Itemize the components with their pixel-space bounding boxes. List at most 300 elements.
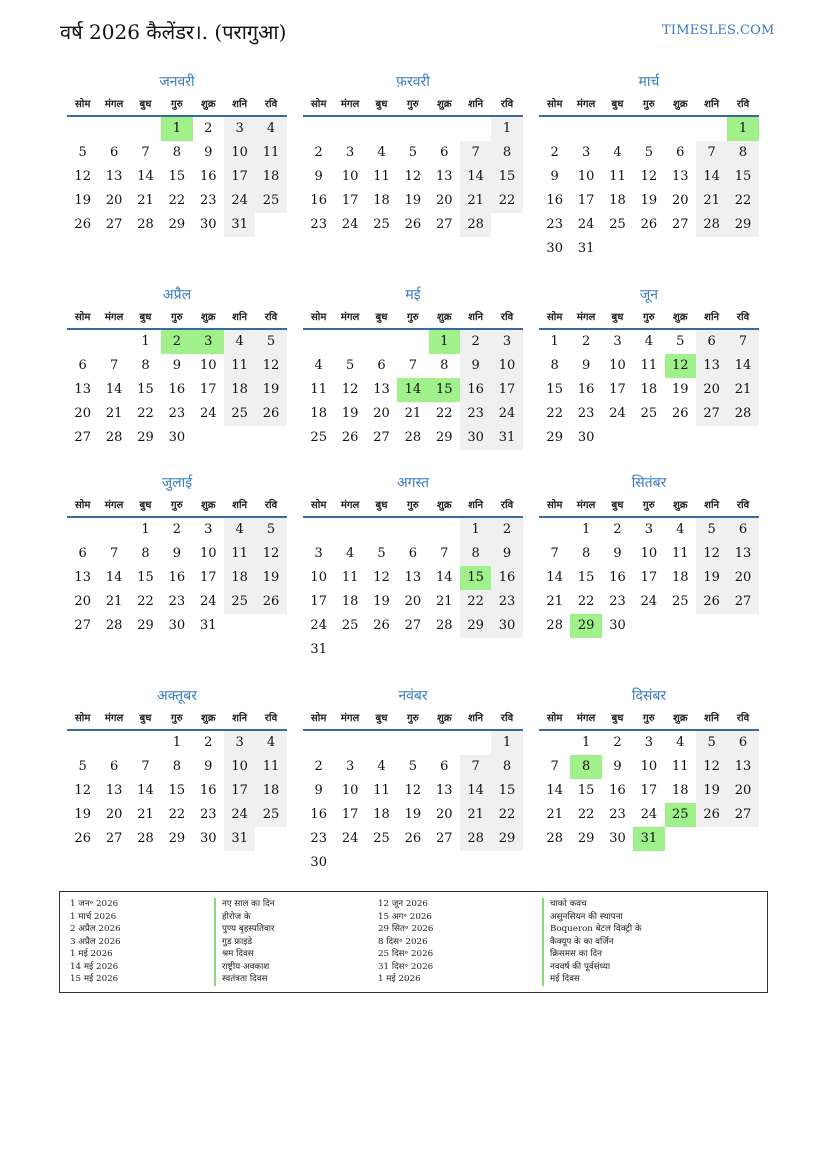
weekday-label: शुक्र <box>437 99 452 110</box>
day-cell: 16 <box>199 783 217 798</box>
day-cell: 26 <box>74 217 91 232</box>
day-cell: 16 <box>310 807 327 822</box>
empty-day <box>334 330 365 354</box>
day-cell: 12 <box>255 542 286 566</box>
day-cell: 20 <box>435 807 453 822</box>
day-cell: 18 <box>373 193 390 208</box>
day-cell: 28 <box>546 618 563 633</box>
day-cell: 22 <box>577 594 595 609</box>
weekday-label: शुक्र <box>201 312 216 323</box>
weekday-label: गुरु <box>171 312 183 323</box>
weekday-label: बुध <box>139 99 152 110</box>
day-cell: 20 <box>105 193 123 208</box>
weekday-label: सोम <box>311 713 327 724</box>
day-cell: 8 <box>460 542 491 566</box>
empty-day <box>130 117 161 141</box>
holiday-date: 31 दिस॰ 2026 <box>378 961 434 972</box>
day-cell: 23 <box>168 594 186 609</box>
brand-link[interactable]: TIMESLES.COM <box>662 23 775 38</box>
day-cell: 24 <box>491 402 522 426</box>
holiday-day: 1 <box>161 117 192 141</box>
day-cell: 26 <box>255 590 286 614</box>
day-cell: 12 <box>640 169 658 184</box>
day-cell: 16 <box>168 382 186 397</box>
weekday-label: गुरु <box>643 713 655 724</box>
day-cell: 20 <box>373 406 390 421</box>
weekday-label: रवि <box>264 500 278 511</box>
holiday-date: 29 सित॰ 2026 <box>378 924 434 934</box>
day-cell: 27 <box>727 803 758 827</box>
day-cell: 23 <box>199 193 217 208</box>
day-cell: 12 <box>404 169 422 184</box>
weekday-label: रवि <box>736 713 750 724</box>
weekday-label: मंगल <box>576 500 596 511</box>
day-cell: 29 <box>168 831 186 846</box>
day-cell: 2 <box>613 735 622 750</box>
day-cell: 16 <box>310 193 327 208</box>
holiday-day: 14 <box>397 378 428 402</box>
day-cell: 17 <box>224 779 255 803</box>
day-cell: 17 <box>577 193 595 208</box>
day-cell: 6 <box>109 759 119 774</box>
weekday-header <box>67 708 287 731</box>
day-cell: 6 <box>696 330 727 354</box>
weekday-label: गुरु <box>643 312 655 323</box>
weekday-label: सोम <box>75 99 91 110</box>
holiday-day: 15 <box>460 566 491 590</box>
weekday-label: शनि <box>704 500 720 511</box>
day-cell: 13 <box>105 169 123 184</box>
day-cell: 10 <box>491 354 522 378</box>
day-cell: 7 <box>460 755 491 779</box>
day-cell: 19 <box>74 807 91 822</box>
day-cell: 12 <box>341 382 359 397</box>
day-cell: 28 <box>460 213 491 237</box>
day-cell: 11 <box>255 755 286 779</box>
day-cell: 7 <box>550 546 559 561</box>
day-cell: 13 <box>671 169 689 184</box>
holiday-date: 8 दिस॰ 2026 <box>378 936 428 947</box>
day-cell: 17 <box>491 378 522 402</box>
weekday-label: बुध <box>375 99 388 110</box>
month-name: जून <box>639 287 659 303</box>
day-cell: 4 <box>224 518 255 542</box>
day-cell: 7 <box>141 759 150 774</box>
empty-day <box>397 330 428 354</box>
day-cell: 6 <box>78 358 87 373</box>
month-name: अप्रैल <box>162 287 192 303</box>
day-cell: 16 <box>577 382 595 397</box>
day-cell: 11 <box>671 546 689 561</box>
day-cell: 8 <box>440 358 449 373</box>
weekday-label: मंगल <box>340 312 360 323</box>
month-block <box>303 684 523 875</box>
day-cell: 24 <box>640 807 658 822</box>
day-cell: 11 <box>224 542 255 566</box>
day-cell: 26 <box>373 618 390 633</box>
day-cell: 2 <box>491 518 522 542</box>
day-cell: 23 <box>310 831 327 846</box>
weekday-label: शनि <box>468 99 484 110</box>
empty-day <box>397 731 428 755</box>
day-cell: 30 <box>168 430 186 445</box>
day-cell: 18 <box>609 193 626 208</box>
day-cell: 3 <box>204 522 213 537</box>
weekday-label: मंगल <box>104 500 124 511</box>
day-cell: 10 <box>341 169 359 184</box>
holiday-name: कैक्यूप के का वर्जिन <box>550 936 614 947</box>
day-cell: 14 <box>137 783 154 798</box>
holiday-name: Boqueron बेटल विक्ट्री के <box>550 924 642 934</box>
month-block <box>539 70 759 261</box>
day-cell: 17 <box>199 382 217 397</box>
day-cell: 28 <box>546 831 563 846</box>
day-cell: 29 <box>137 618 154 633</box>
day-cell: 17 <box>224 165 255 189</box>
day-cell: 10 <box>199 358 217 373</box>
day-cell: 11 <box>224 354 255 378</box>
day-cell: 22 <box>435 406 453 421</box>
day-cell: 21 <box>546 594 563 609</box>
day-cell: 9 <box>491 542 522 566</box>
day-cell: 2 <box>204 735 213 750</box>
day-cell: 27 <box>74 430 91 445</box>
day-cell: 13 <box>105 783 123 798</box>
day-cell: 22 <box>546 406 563 421</box>
day-cell: 8 <box>172 145 181 160</box>
day-cell: 26 <box>255 402 286 426</box>
weekday-label: रवि <box>264 99 278 110</box>
weekday-label: मंगल <box>104 713 124 724</box>
day-cell: 28 <box>105 430 123 445</box>
weekday-label: शुक्र <box>673 312 688 323</box>
empty-day <box>570 117 601 141</box>
month-name: फ़रवरी <box>396 74 430 90</box>
day-cell: 25 <box>640 406 658 421</box>
day-cell: 6 <box>377 358 386 373</box>
day-cell: 10 <box>224 755 255 779</box>
day-cell: 25 <box>671 594 689 609</box>
day-cell: 15 <box>491 165 522 189</box>
day-cell: 14 <box>105 570 123 585</box>
day-cell: 1 <box>491 731 522 755</box>
day-cell: 30 <box>199 217 217 232</box>
day-cell: 16 <box>546 193 563 208</box>
day-cell: 18 <box>373 807 390 822</box>
day-cell: 26 <box>696 803 727 827</box>
day-cell: 7 <box>440 546 449 561</box>
holiday-day: 1 <box>727 117 758 141</box>
empty-day <box>429 731 460 755</box>
empty-day <box>429 518 460 542</box>
weekday-label: गुरु <box>407 99 419 110</box>
day-cell: 15 <box>137 570 154 585</box>
weekday-label: सोम <box>75 500 91 511</box>
weekday-label: मंगल <box>576 99 596 110</box>
day-cell: 29 <box>435 430 453 445</box>
empty-day <box>539 731 570 755</box>
weekday-label: गुरु <box>643 500 655 511</box>
day-cell: 29 <box>460 614 491 638</box>
holiday-date: 3 अप्रैल 2026 <box>70 936 121 947</box>
day-cell: 14 <box>435 570 453 585</box>
day-cell: 28 <box>435 618 453 633</box>
weekday-label: शुक्र <box>673 713 688 724</box>
weekday-header <box>67 307 287 330</box>
day-cell: 27 <box>671 217 689 232</box>
weekday-label: शुक्र <box>201 713 216 724</box>
day-cell: 17 <box>640 783 658 798</box>
day-cell: 28 <box>137 217 154 232</box>
day-cell: 4 <box>377 759 386 774</box>
day-cell: 23 <box>460 402 491 426</box>
day-cell: 20 <box>404 594 422 609</box>
day-cell: 14 <box>105 382 123 397</box>
day-cell: 4 <box>644 334 653 349</box>
weekday-label: बुध <box>611 713 624 724</box>
day-grid <box>67 518 287 638</box>
day-cell: 28 <box>696 213 727 237</box>
day-cell: 7 <box>727 330 758 354</box>
day-cell: 26 <box>671 406 689 421</box>
day-cell: 6 <box>727 731 758 755</box>
day-cell: 10 <box>224 141 255 165</box>
day-cell: 11 <box>640 358 658 373</box>
day-cell: 23 <box>199 807 217 822</box>
holiday-name: नए साल का दिन <box>222 899 275 909</box>
weekday-label: सोम <box>547 99 563 110</box>
weekday-header <box>303 495 523 518</box>
empty-day <box>303 731 334 755</box>
weekday-label: सोम <box>311 500 327 511</box>
weekday-label: रवि <box>736 99 750 110</box>
holiday-date: 2 अप्रैल 2026 <box>70 924 121 934</box>
day-cell: 23 <box>609 594 626 609</box>
day-cell: 25 <box>310 430 327 445</box>
day-grid <box>67 117 287 237</box>
day-cell: 22 <box>577 807 595 822</box>
day-cell: 19 <box>341 406 359 421</box>
day-cell: 30 <box>546 241 563 256</box>
day-cell: 21 <box>137 193 154 208</box>
holiday-day: 15 <box>429 378 460 402</box>
day-cell: 4 <box>255 731 286 755</box>
day-grid <box>539 731 759 851</box>
empty-day <box>460 117 491 141</box>
day-cell: 15 <box>168 783 186 798</box>
day-cell: 24 <box>341 831 359 846</box>
holiday-date: 12 जून 2026 <box>378 899 428 909</box>
day-cell: 30 <box>491 614 522 638</box>
day-cell: 27 <box>435 217 453 232</box>
day-cell: 15 <box>577 570 595 585</box>
day-cell: 12 <box>696 755 727 779</box>
day-cell: 5 <box>78 145 87 160</box>
weekday-label: शुक्र <box>437 500 452 511</box>
month-block <box>539 283 759 450</box>
empty-day <box>397 518 428 542</box>
holiday-day: 25 <box>665 803 696 827</box>
day-cell: 2 <box>613 522 622 537</box>
day-cell: 24 <box>199 594 217 609</box>
day-cell: 20 <box>671 193 689 208</box>
weekday-label: सोम <box>311 99 327 110</box>
weekday-label: शनि <box>468 713 484 724</box>
day-cell: 25 <box>373 831 390 846</box>
empty-day <box>67 731 98 755</box>
day-cell: 16 <box>609 570 626 585</box>
month-name: जनवरी <box>159 74 195 90</box>
day-cell: 24 <box>640 594 658 609</box>
holiday-name: चाको कवच <box>550 899 587 909</box>
day-cell: 28 <box>105 618 123 633</box>
day-cell: 18 <box>671 570 689 585</box>
day-cell: 20 <box>727 779 758 803</box>
day-cell: 5 <box>696 731 727 755</box>
day-cell: 27 <box>105 831 123 846</box>
day-cell: 30 <box>609 618 626 633</box>
day-grid <box>67 731 287 851</box>
empty-day <box>429 117 460 141</box>
day-cell: 26 <box>696 590 727 614</box>
day-cell: 3 <box>314 546 323 561</box>
day-cell: 10 <box>640 759 658 774</box>
holiday-day: 12 <box>665 354 696 378</box>
day-cell: 7 <box>696 141 727 165</box>
day-cell: 9 <box>204 145 213 160</box>
day-cell: 21 <box>105 594 123 609</box>
day-cell: 25 <box>224 402 255 426</box>
day-cell: 10 <box>310 570 327 585</box>
day-cell: 9 <box>314 783 323 798</box>
day-cell: 15 <box>727 165 758 189</box>
empty-day <box>67 330 98 354</box>
day-cell: 1 <box>581 735 591 750</box>
month-name: जुलाई <box>161 475 193 491</box>
day-cell: 13 <box>435 169 453 184</box>
day-cell: 6 <box>440 759 449 774</box>
day-cell: 3 <box>644 735 653 750</box>
day-cell: 7 <box>109 546 119 561</box>
day-cell: 31 <box>577 241 595 256</box>
day-cell: 31 <box>224 827 255 851</box>
weekday-label: रवि <box>736 312 750 323</box>
day-cell: 16 <box>609 783 626 798</box>
day-cell: 1 <box>581 522 591 537</box>
day-cell: 18 <box>640 382 658 397</box>
day-cell: 12 <box>373 570 390 585</box>
day-cell: 29 <box>491 827 522 851</box>
weekday-label: शनि <box>468 500 484 511</box>
weekday-label: मंगल <box>104 312 124 323</box>
weekday-label: रवि <box>264 713 278 724</box>
day-cell: 6 <box>109 145 119 160</box>
day-cell: 3 <box>613 334 622 349</box>
day-cell: 21 <box>435 594 453 609</box>
weekday-label: गुरु <box>407 713 419 724</box>
day-cell: 17 <box>341 807 359 822</box>
day-cell: 9 <box>581 358 591 373</box>
day-cell: 31 <box>199 618 217 633</box>
holiday-date: 15 मई 2026 <box>70 974 119 984</box>
day-cell: 27 <box>696 402 727 426</box>
weekday-label: मंगल <box>104 99 124 110</box>
day-cell: 13 <box>373 382 390 397</box>
day-cell: 9 <box>204 759 213 774</box>
day-cell: 5 <box>78 759 87 774</box>
day-cell: 13 <box>404 570 422 585</box>
day-cell: 21 <box>727 378 758 402</box>
weekday-label: गुरु <box>643 99 655 110</box>
day-cell: 25 <box>341 618 359 633</box>
day-cell: 9 <box>613 546 622 561</box>
holiday-name: राष्ट्रीय अवकाश <box>222 961 270 972</box>
weekday-label: बुध <box>375 500 388 511</box>
day-cell: 19 <box>404 807 422 822</box>
day-cell: 17 <box>640 570 658 585</box>
day-cell: 14 <box>137 169 154 184</box>
day-cell: 23 <box>609 807 626 822</box>
day-grid <box>303 518 523 662</box>
day-cell: 18 <box>310 406 327 421</box>
day-cell: 27 <box>435 831 453 846</box>
weekday-label: रवि <box>264 312 278 323</box>
day-cell: 8 <box>581 546 591 561</box>
day-cell: 23 <box>310 217 327 232</box>
month-block <box>539 471 759 638</box>
day-cell: 19 <box>640 193 658 208</box>
day-cell: 11 <box>341 570 359 585</box>
day-cell: 21 <box>546 807 563 822</box>
day-cell: 10 <box>640 546 658 561</box>
day-cell: 20 <box>435 193 453 208</box>
day-cell: 1 <box>491 117 522 141</box>
empty-day <box>633 117 664 141</box>
day-cell: 2 <box>460 330 491 354</box>
day-cell: 5 <box>696 518 727 542</box>
day-cell: 30 <box>460 426 491 450</box>
day-cell: 9 <box>172 358 181 373</box>
day-cell: 22 <box>168 807 186 822</box>
day-cell: 31 <box>310 642 327 657</box>
day-cell: 18 <box>224 378 255 402</box>
holiday-day: 1 <box>429 330 460 354</box>
day-cell: 21 <box>696 189 727 213</box>
day-grid <box>303 330 523 450</box>
day-cell: 17 <box>609 382 626 397</box>
day-cell: 14 <box>696 165 727 189</box>
holiday-day: 2 <box>161 330 192 354</box>
weekday-header <box>303 94 523 117</box>
day-cell: 8 <box>491 141 522 165</box>
empty-day <box>303 518 334 542</box>
day-cell: 26 <box>74 831 91 846</box>
day-cell: 15 <box>168 169 186 184</box>
weekday-label: शुक्र <box>201 500 216 511</box>
day-cell: 15 <box>577 783 595 798</box>
day-cell: 25 <box>255 189 286 213</box>
month-name: मई <box>405 287 421 303</box>
day-cell: 5 <box>255 330 286 354</box>
weekday-label: शनि <box>232 99 248 110</box>
empty-day <box>696 117 727 141</box>
day-cell: 8 <box>727 141 758 165</box>
day-cell: 25 <box>224 590 255 614</box>
day-cell: 11 <box>310 382 327 397</box>
weekday-label: मंगल <box>340 713 360 724</box>
day-cell: 31 <box>224 213 255 237</box>
holiday-date: 1 जन॰ 2026 <box>70 899 119 909</box>
